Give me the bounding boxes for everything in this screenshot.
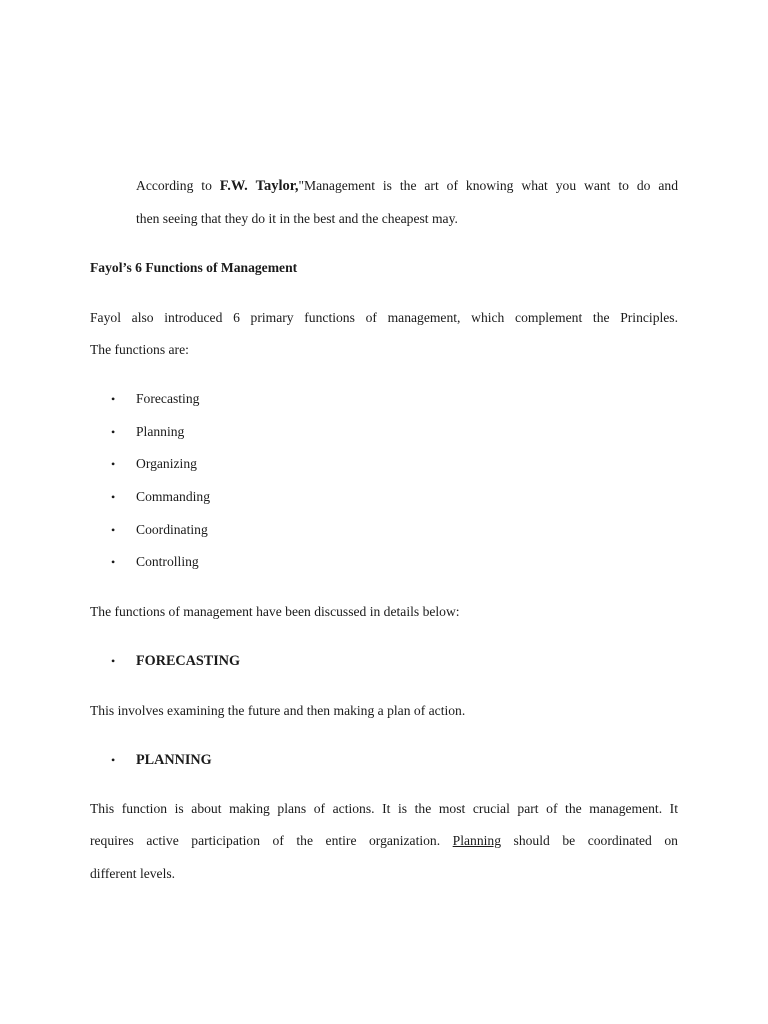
list-item: • Controlling xyxy=(111,554,199,569)
bullet-icon: • xyxy=(111,555,116,569)
planning-line-1: This function is about making plans of actions. It is the most crucial part of the management. It xyxy=(90,801,678,816)
bullet-icon: • xyxy=(111,392,116,406)
bullet-icon: • xyxy=(111,490,116,504)
bullet-icon: • xyxy=(111,425,116,439)
section-title: Fayol’s 6 Functions of Management xyxy=(90,260,298,275)
quote-text: "Management is the art of knowing what you want to do and xyxy=(298,178,678,193)
planning-heading: • PLANNING xyxy=(111,752,212,768)
list-item: • Organizing xyxy=(111,456,197,471)
list-item: • Forecasting xyxy=(111,391,200,406)
planning-link[interactable]: Planning xyxy=(452,833,501,848)
intro-line-1: Fayol also introduced 6 primary functions of management, which complement the Principles. xyxy=(90,310,678,325)
details-intro: The functions of management have been discussed in details below: xyxy=(90,604,460,619)
bullet-icon: • xyxy=(111,753,116,767)
taylor-quote-line-2: then seeing that they do it in the best and the cheapest may. xyxy=(136,211,458,226)
bullet-icon: • xyxy=(111,457,116,471)
planning-line-2: requires active participation of the entire organization. Planning should be coordinated on xyxy=(90,833,678,848)
planning-line-3: different levels. xyxy=(90,866,176,881)
author-name: F.W. Taylor, xyxy=(219,178,299,194)
list-item: • Coordinating xyxy=(111,522,208,537)
list-item: • Commanding xyxy=(111,489,211,504)
bullet-icon: • xyxy=(111,654,116,668)
forecasting-heading: • FORECASTING xyxy=(111,653,241,669)
quote-prefix: According to xyxy=(136,178,220,193)
taylor-quote-line-1 xyxy=(136,177,678,195)
bullet-icon: • xyxy=(111,523,116,537)
list-item: • Planning xyxy=(111,424,185,439)
forecasting-text: This involves examining the future and then making a plan of action. xyxy=(90,703,466,718)
intro-line-2: The functions are: xyxy=(90,342,189,357)
